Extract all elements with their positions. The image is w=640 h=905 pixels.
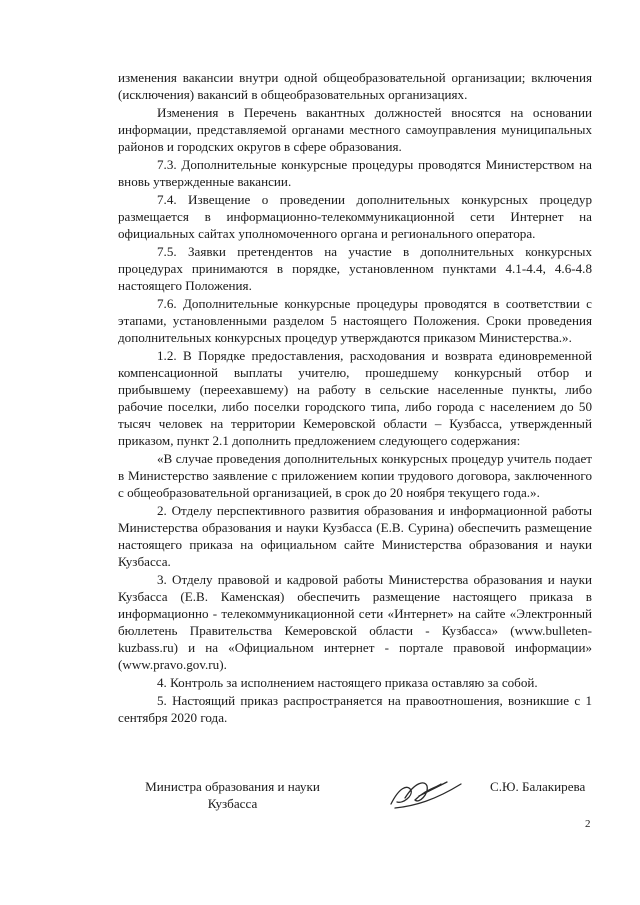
page-number: 2: [585, 818, 591, 830]
paragraph-7-3: 7.3. Дополнительные конкурсные процедуры проводятся Министерством на вновь утвержденные вакансии.: [118, 157, 592, 189]
signature-block: [0, 778, 640, 838]
paragraph-vacancy-changes: изменения вакансии внутри одной общеобразовательной организации; включения (исключения) вакансий в общеобразовательных организациях.: [118, 70, 592, 102]
paragraph-5: 5. Настоящий приказ распространяется на правоотношения, возникшие с 1 сентября 2020 года.: [118, 693, 592, 725]
paragraph-quote: «В случае проведения дополнительных конкурсных процедур учитель подает в Министерство заявление с приложением копии трудового договора, заключенного с общеобразовательной организацией, в срок до 20 ноября текущего года.».: [118, 451, 592, 500]
signatory-title-line2: Кузбасса: [207, 796, 258, 811]
paragraph-list-changes: Изменения в Перечень вакантных должностей вносятся на основании информации, представляемой органами местного самоуправления муниципальных районов и городских округов в сфере образования.: [118, 105, 592, 154]
paragraph-7-6: 7.6. Дополнительные конкурсные процедуры проводятся в соответствии с этапами, установленными разделом 5 настоящего Положения. Сроки проведения дополнительных конкурсных процедур утверждаются приказом Министерства.».: [118, 296, 592, 345]
signatory-title: [130, 778, 335, 812]
paragraph-2: 2. Отделу перспективного развития образования и информационной работы Министерства образования и науки Кузбасса (Е.В. Сурина) обеспечить размещение настоящего приказа на официальном сайте Министерства образования и науки Кузбасса.: [118, 503, 592, 569]
paragraph-4: 4. Контроль за исполнением настоящего приказа оставляю за собой.: [157, 675, 538, 690]
document-body: [118, 69, 592, 727]
handwritten-signature: [385, 778, 465, 812]
signatory-name: С.Ю. Балакирева: [490, 779, 586, 794]
paragraph-7-5: 7.5. Заявки претендентов на участие в дополнительных конкурсных процедурах принимаются в порядке, установленном пунктами 4.1-4.4, 4.6-4.8 настоящего Положения.: [118, 244, 592, 293]
paragraph-1-2: 1.2. В Порядке предоставления, расходования и возврата единовременной компенсационной выплаты учителю, прошедшему конкурсный отбор и прибывшему (переехавшему) на работу в сельские населенные пункты, либо рабочие поселки, либо поселки городского типа, либо города с населением до 50 тысяч человек на территории Кемеровской области – Кузбасса, утвержденный приказом, пункт 2.1 дополнить предложением следующего содержания:: [118, 348, 592, 448]
paragraph-7-4: 7.4. Извещение о проведении дополнительных конкурсных процедур размещается в информационно-телекоммуникационной сети Интернет на официальных сайтах уполномоченного органа и регионального оператора.: [118, 192, 592, 241]
signatory-title-line1: Министра образования и науки: [145, 779, 320, 794]
paragraph-3: 3. Отделу правовой и кадровой работы Министерства образования и науки Кузбасса (Е.В. Каменская) обеспечить размещение настоящего приказа в информационно - телекоммуникационной сети «Интернет» на сайте «Электронный бюллетень Правительства Кемеровской области - Кузбасса» (www.bulleten-kuzbass.ru) и на «Официальном интернет - портале правовой информации» (www.pravo.gov.ru).: [118, 572, 592, 672]
